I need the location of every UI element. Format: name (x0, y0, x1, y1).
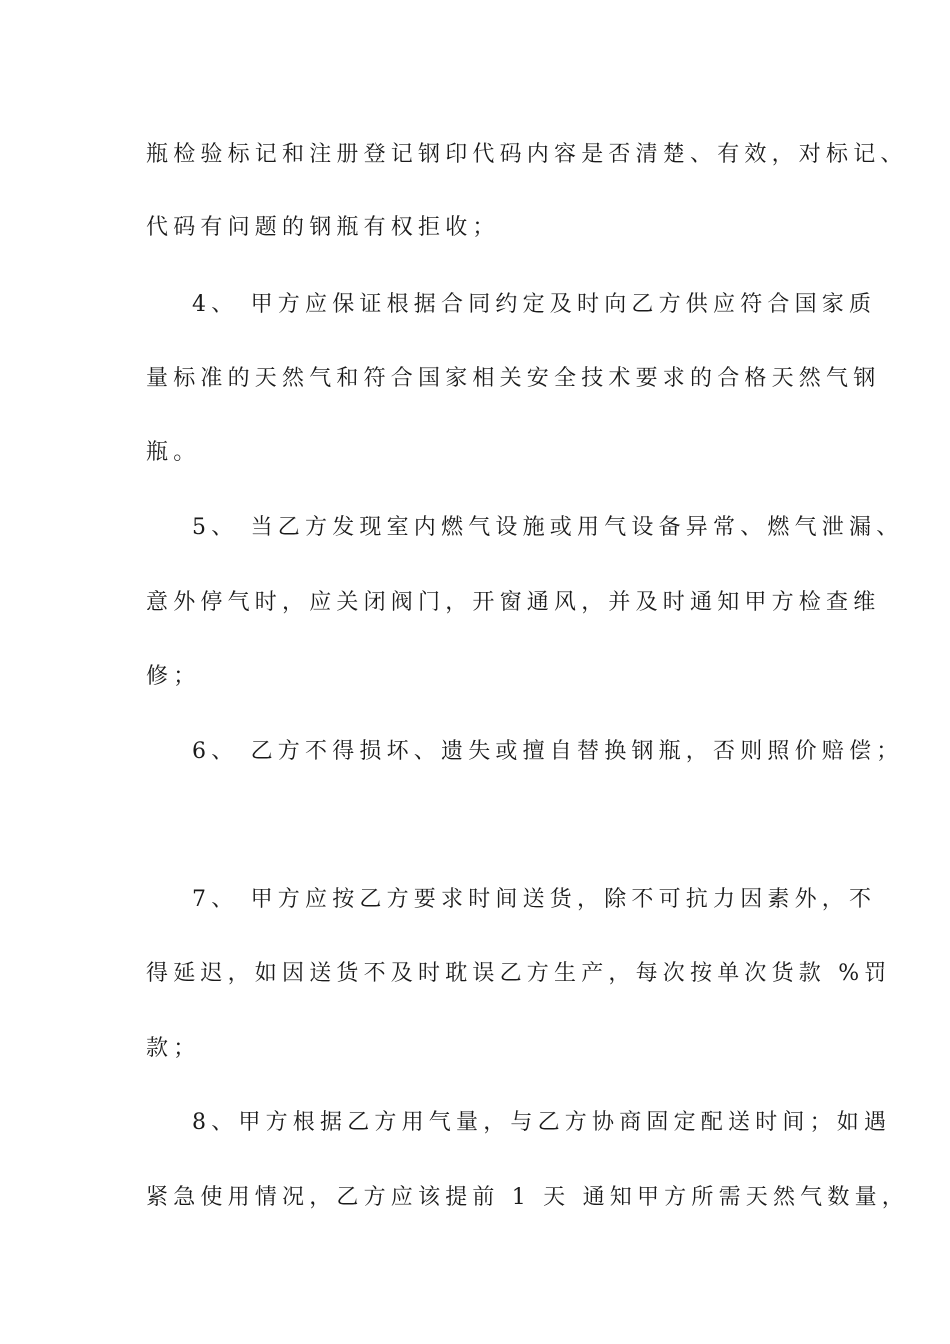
text-line: 6、 乙方不得损坏、遗失或擅自替换钢瓶，否则照价赔偿； (192, 739, 904, 764)
text-line: 款； (146, 1036, 201, 1061)
text-line: 8、甲方根据乙方用气量，与乙方协商固定配送时间；如遇 (192, 1110, 892, 1135)
text-line: 修； (146, 664, 201, 689)
text-line: 4、 甲方应保证根据合同约定及时向乙方供应符合国家质 (192, 292, 877, 317)
text-line: 紧急使用情况，乙方应该提前 1 天 通知甲方所需天然气数量， (146, 1185, 909, 1210)
text-line: 得延迟，如因送货不及时耽误乙方生产，每次按单次货款 %罚 (146, 961, 892, 986)
text-line: 意外停气时，应关闭阀门，开窗通风，并及时通知甲方检查维 (146, 590, 881, 615)
text-line: 7、 甲方应按乙方要求时间送货，除不可抗力因素外，不 (192, 887, 877, 912)
text-line: 量标准的天然气和符合国家相关安全技术要求的合格天然气钢 (146, 366, 881, 391)
text-line: 瓶检验标记和注册登记钢印代码内容是否清楚、有效，对标记、 (146, 142, 908, 167)
text-line: 瓶。 (146, 440, 201, 465)
text-line: 5、 当乙方发现室内燃气设施或用气设备异常、燃气泄漏、 (192, 515, 904, 540)
text-line: 代码有问题的钢瓶有权拒收； (146, 215, 500, 240)
